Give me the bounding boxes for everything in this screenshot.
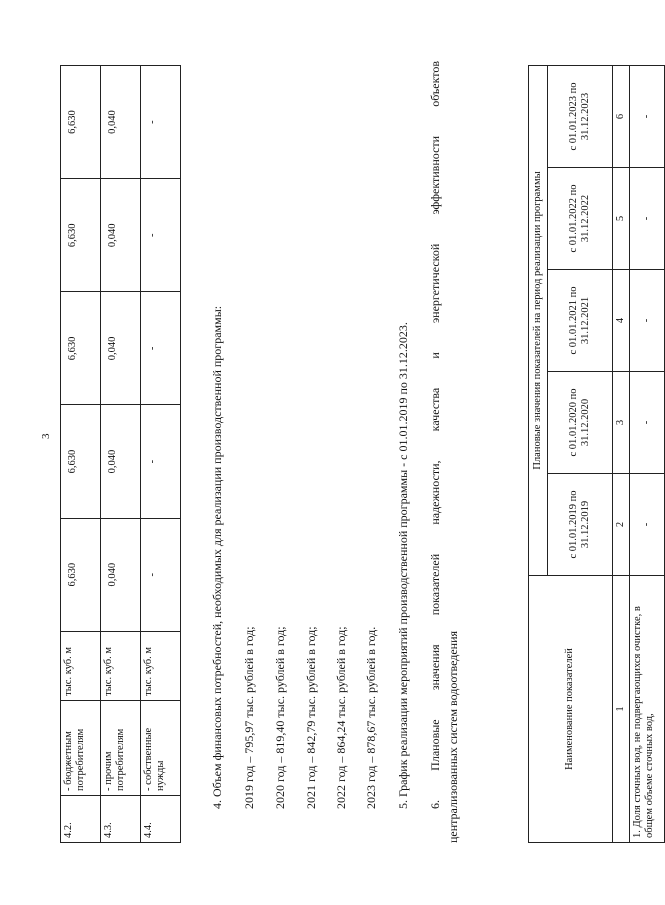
- row-value: -: [141, 179, 181, 292]
- table-row: [61, 66, 101, 843]
- column-number: 6: [613, 66, 630, 168]
- indicator-name: 1. Доля сточных вод, не подвергающихся очистке, в общем объеме сточных вод,: [630, 576, 665, 843]
- row-name: - бюджетным потребителям: [61, 700, 101, 795]
- consumption-table: [60, 65, 181, 843]
- row-value: 6,630: [61, 405, 101, 518]
- row-unit: тыс. куб. м: [141, 631, 181, 700]
- finance-line: 2019 год – 795,97 тыс. рублей в год;: [242, 626, 256, 809]
- row-value: 0,040: [101, 518, 141, 631]
- row-name: - собственные нужды: [141, 700, 181, 795]
- column-number: 2: [613, 474, 630, 576]
- table-row: [630, 66, 665, 843]
- column-number-row: [613, 66, 630, 843]
- period-header: с 01.01.2020 по 31.12.2020: [548, 372, 613, 474]
- row-value: -: [141, 518, 181, 631]
- finance-line: 2021 год – 842,79 тыс. рублей в год;: [304, 626, 318, 809]
- column-number: 1: [613, 576, 630, 843]
- column-number: 4: [613, 270, 630, 372]
- row-value: -: [141, 66, 181, 179]
- indicators-table: [528, 65, 665, 843]
- row-value: 0,040: [101, 405, 141, 518]
- period-header: с 01.01.2021 по 31.12.2021: [548, 270, 613, 372]
- table-row: [101, 66, 141, 843]
- row-value: 0,040: [101, 66, 141, 179]
- row-value: 6,630: [61, 518, 101, 631]
- row-number: 4.3.: [101, 795, 141, 842]
- indicator-value: -: [630, 372, 665, 474]
- row-number: 4.4.: [141, 795, 181, 842]
- section-5-text: 5. График реализации мероприятий производственной программы - с 01.01.2019 по 31.12.2023.: [396, 322, 410, 809]
- row-unit: тыс. куб. м: [101, 631, 141, 700]
- page-number: 3: [40, 433, 52, 439]
- section-4-heading: 4. Объем финансовых потребностей, необходимых для реализации производственной программы:: [210, 305, 224, 809]
- indicator-value: -: [630, 474, 665, 576]
- row-value: 0,040: [101, 292, 141, 405]
- row-unit: тыс. куб. м: [61, 631, 101, 700]
- column-number: 3: [613, 372, 630, 474]
- column-number: 5: [613, 168, 630, 270]
- table-header-row: [529, 66, 548, 843]
- row-value: -: [141, 292, 181, 405]
- finance-line: 2020 год – 819,40 тыс. рублей в год;: [273, 626, 287, 809]
- row-value: 6,630: [61, 292, 101, 405]
- group-header: Плановые значения показателей на период реализации программы: [529, 66, 548, 576]
- row-value: 6,630: [61, 66, 101, 179]
- row-number: 4.2.: [61, 795, 101, 842]
- col-name-header: Наименование показателей: [529, 576, 613, 843]
- table-row: [141, 66, 181, 843]
- period-header: с 01.01.2022 по 31.12.2022: [548, 168, 613, 270]
- period-header: с 01.01.2023 по 31.12.2023: [548, 66, 613, 168]
- row-value: 0,040: [101, 179, 141, 292]
- section-6-line1: 6. Плановые значения показателей надежности, качества и энергетической эффективности объектов: [428, 61, 442, 809]
- finance-line: 2023 год – 878,67 тыс. рублей в год.: [364, 626, 378, 809]
- period-header: с 01.01.2019 по 31.12.2019: [548, 474, 613, 576]
- section-6-line2: централизованных систем водоотведения: [446, 630, 460, 843]
- row-value: -: [141, 405, 181, 518]
- indicator-value: -: [630, 66, 665, 168]
- indicator-value: -: [630, 270, 665, 372]
- row-name: - прочим потребителям: [101, 700, 141, 795]
- finance-line: 2022 год – 864,24 тыс. рублей в год;: [334, 626, 348, 809]
- indicator-value: -: [630, 168, 665, 270]
- row-value: 6,630: [61, 179, 101, 292]
